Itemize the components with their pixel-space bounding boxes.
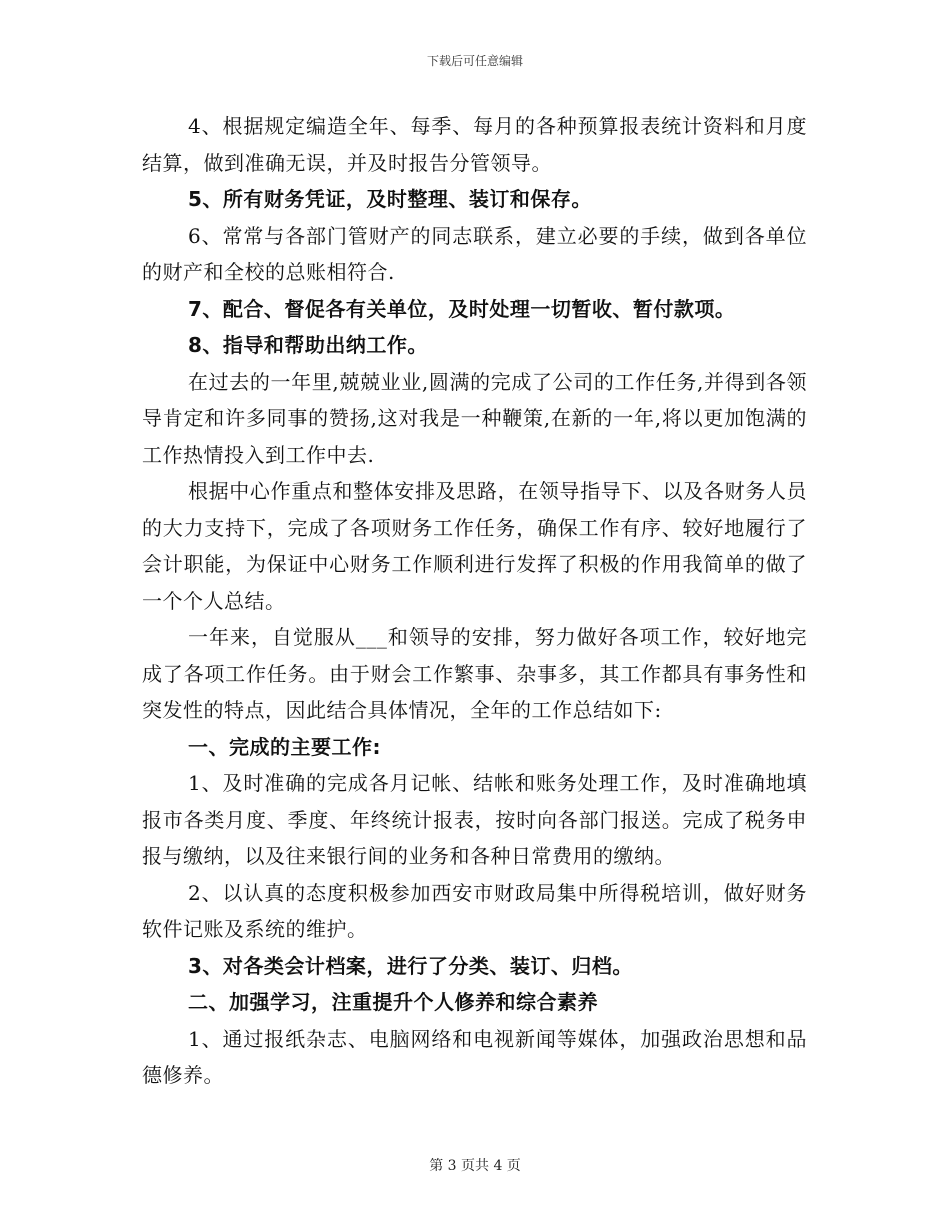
- paragraph-1: 4、根据规定编造全年、每季、每月的各种预算报表统计资料和月度结算，做到准确无误，并及时报告分管领导。: [142, 114, 807, 175]
- paragraph-2: 5、所有财务凭证，及时整理、装订和保存。: [188, 187, 592, 211]
- document-body: [142, 108, 807, 1094]
- paragraph-12: 1、通过报纸杂志、电脑网络和电视新闻等媒体，加强政治思想和品德修养。: [142, 1026, 807, 1087]
- section-heading-2: 二、加强学习，注重提升个人修养和综合素养: [188, 990, 598, 1014]
- paragraph-5: 8、指导和帮助出纳工作。: [188, 333, 428, 357]
- page-footer: 第 3 页共 4 页: [429, 1158, 521, 1174]
- paragraph-6: 在过去的一年里,兢兢业业,圆满的完成了公司的工作任务,并得到各领导肯定和许多同事的赞扬,这对我是一种鞭策,在新的一年,将以更加饱满的工作热情投入到工作中去.: [142, 369, 807, 467]
- paragraph-7: 根据中心作重点和整体安排及思路，在领导指导下、以及各财务人员的大力支持下，完成了各项财务工作任务，确保工作有序、较好地履行了会计职能，为保证中心财务工作顺利进行发挥了积极的作用我简单的做了一个个人总结。: [142, 479, 807, 613]
- paragraph-8: 一年来，自觉服从___和领导的安排，努力做好各项工作，较好地完成了各项工作任务。由于财会工作繁事、杂事多，其工作都具有事务性和突发性的特点，因此结合具体情况，全年的工作总结如下:: [142, 625, 807, 722]
- paragraph-11: 3、对各类会计档案，进行了分类、装订、归档。: [188, 953, 633, 978]
- page-header: 下载后可任意编辑: [426, 54, 523, 68]
- paragraph-10: 2、以认真的态度积极参加西安市财政局集中所得税培训，做好财务软件记账及系统的维护。: [142, 880, 807, 941]
- paragraph-3: 6、常常与各部门管财产的同志联系，建立必要的手续，做到各单位的财产和全校的总账相符合.: [142, 223, 807, 284]
- paragraph-9: 1、及时准确的完成各月记帐、结帐和账务处理工作，及时准确地填报市各类月度、季度、年终统计报表，按时向各部门报送。完成了税务申报与缴纳，以及往来银行间的业务和各种日常费用的缴纳。: [142, 771, 807, 868]
- section-heading-1: 一、完成的主要工作:: [188, 734, 381, 759]
- paragraph-4: 7、配合、督促各有关单位，及时处理一切暂收、暂付款项。: [188, 296, 736, 321]
